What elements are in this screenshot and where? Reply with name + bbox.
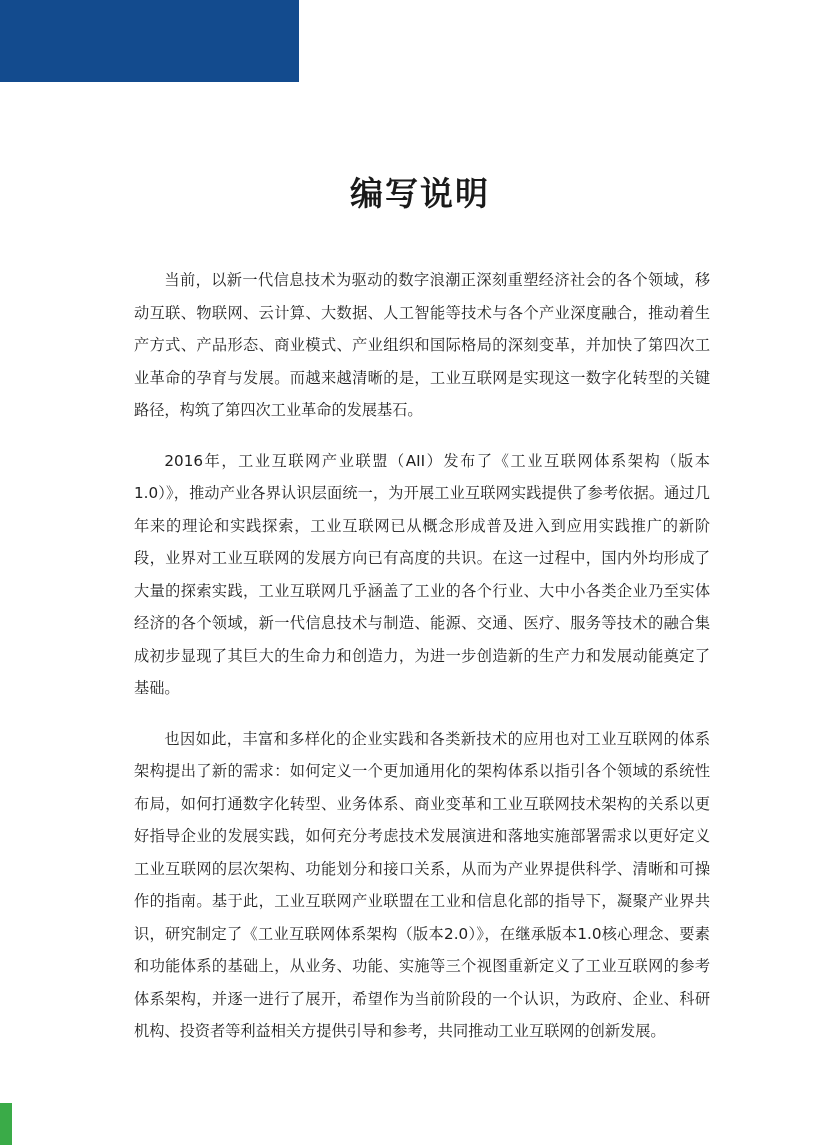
paragraph-2: 2016年，工业互联网产业联盟（AII）发布了《工业互联网体系架构（版本1.0）》，推动产业各界认识层面统一，为开展工业互联网实践提供了参考依据。通过几年来的理论和实践探索，工业互联网已从概念形成普及进入到应用实践推广的新阶段，业界对工业互联网的发展方向已有高度的共识。在这一过程中，国内外均形成了大量的探索实践，工业互联网几乎涵盖了工业的各个行业、大中小各类企业乃至实体经济的各个领域，新一代信息技术与制造、能源、交通、医疗、服务等技术的融合集成初步显现了其巨大的生命力和创造力，为进一步创造新的生产力和发展动能奠定了基础。 [134,451,710,697]
header-color-band [0,0,299,82]
paragraph-1: 当前，以新一代信息技术为驱动的数字浪潮正深刻重塑经济社会的各个领域，移动互联、物联网、云计算、大数据、人工智能等技术与各个产业深度融合，推动着生产方式、产品形态、商业模式、产业组织和国际格局的深刻变革，并加快了第四次工业革命的孕育与发展。而越来越清晰的是，工业互联网是实现这一数字化转型的关键路径，构筑了第四次工业革命的发展基石。 [134,271,710,419]
document-body [134,264,710,1066]
side-accent-tab [0,1103,12,1145]
page-title: 编写说明 [350,174,490,213]
paragraph-3: 也因如此，丰富和多样化的企业实践和各类新技术的应用也对工业互联网的体系架构提出了新的需求：如何定义一个更加通用化的架构体系以指引各个领域的系统性布局，如何打通数字化转型、业务体系、商业变革和工业互联网技术架构的关系以更好指导企业的发展实践，如何充分考虑技术发展演进和落地实施部署需求以更好定义工业互联网的层次架构、功能划分和接口关系，从而为产业界提供科学、清晰和可操作的指南。基于此，工业互联网产业联盟在工业和信息化部的指导下，凝聚产业界共识，研究制定了《工业互联网体系架构（版本2.0）》，在继承版本1.0核心理念、要素和功能体系的基础上，从业务、功能、实施等三个视图重新定义了工业互联网的参考体系架构，并逐一进行了展开，希望作为当前阶段的一个认识，为政府、企业、科研机构、投资者等利益相关方提供引导和参考，共同推动工业互联网的创新发展。 [134,729,710,1040]
